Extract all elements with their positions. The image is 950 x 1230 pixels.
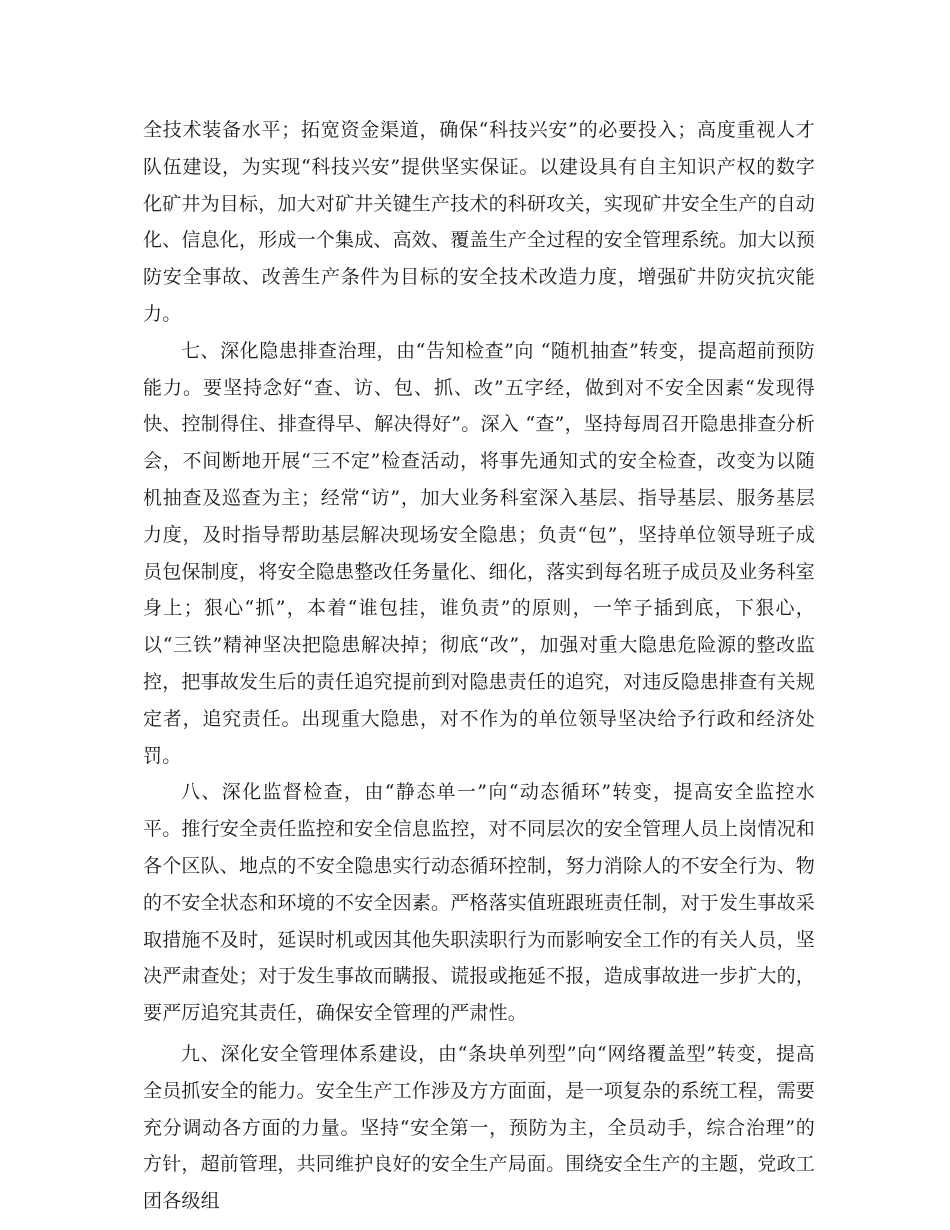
paragraph-section-9: 九、深化安全管理体系建设，由“条块单列型”向“网络覆盖型”转变，提高全员抓安全的能力。安全生产工作涉及方方面面，是一项复杂的系统工程，需要充分调动各方面的力量。坚持“安全第一，预防为主，全员动手，综合治理”的方针，超前管理，共同维护良好的安全生产局面。围绕安全生产的主题，党政工团各级组: [143, 1042, 816, 1213]
document-body: [143, 112, 815, 1220]
paragraph-section-7: 七、深化隐患排查治理，由“告知检查”向 “随机抽查”转变，提高超前预防能力。要坚持念好“查、访、包、抓、改”五字经，做到对不安全因素“发现得快、控制得住、排查得早、解决得好”。深入 “查”，坚持每周召开隐患排查分析会，不间断地开展“三不定”检查活动，将事先通知式的安全检查，改变为以随机抽查及巡查为主；经常“访”，加大业务科室深入基层、指导基层、服务基层力度，及时指导帮助基层解决现场安全隐患；负责“包”，坚持单位领导班子成员包保制度，将安全隐患整改任务量化、细化，落实到每名班子成员及业务科室身上；狠心“抓”，本着“谁包挂，谁负责”的原则，一竿子插到底，下狠心，以“三铁”精神坚决把隐患解决掉；彻底“改”，加强对重大隐患危险源的整改监控，把事故发生后的责任追究提前到对隐患责任的追究，对违反隐患排查有关规定者，追究责任。出现重大隐患，对不作为的单位领导坚决给予行政和经济处罚。: [143, 339, 816, 767]
paragraph-section-8: 八、深化监督检查，由“静态单一”向“动态循环”转变，提高安全监控水平。推行安全责任监控和安全信息监控，对不同层次的安全管理人员上岗情况和各个区队、地点的不安全隐患实行动态循环控制，努力消除人的不安全行为、物的不安全状态和环境的不安全因素。严格落实值班跟班责任制，对于发生事故采取措施不及时，延误时机或因其他失职渎职行为而影响安全工作的有关人员，坚决严肃查处；对于发生事故而瞒报、谎报或拖延不报，造成事故进一步扩大的，要严厉追究其责任，确保安全管理的严肃性。: [143, 781, 816, 1025]
paragraph-continuation: 全技术装备水平；拓宽资金渠道，确保“科技兴安”的必要投入；高度重视人才队伍建设，为实现“科技兴安”提供坚实保证。以建设具有自主知识产权的数字化矿井为目标，加大对矿井关键生产技术的科研攻关，实现矿井安全生产的自动化、信息化，形成一个集成、高效、覆盖生产全过程的安全管理系统。加大以预防安全事故、改善生产条件为目标的安全技术改造力度，增强矿井防灾抗灾能力。: [143, 119, 816, 325]
